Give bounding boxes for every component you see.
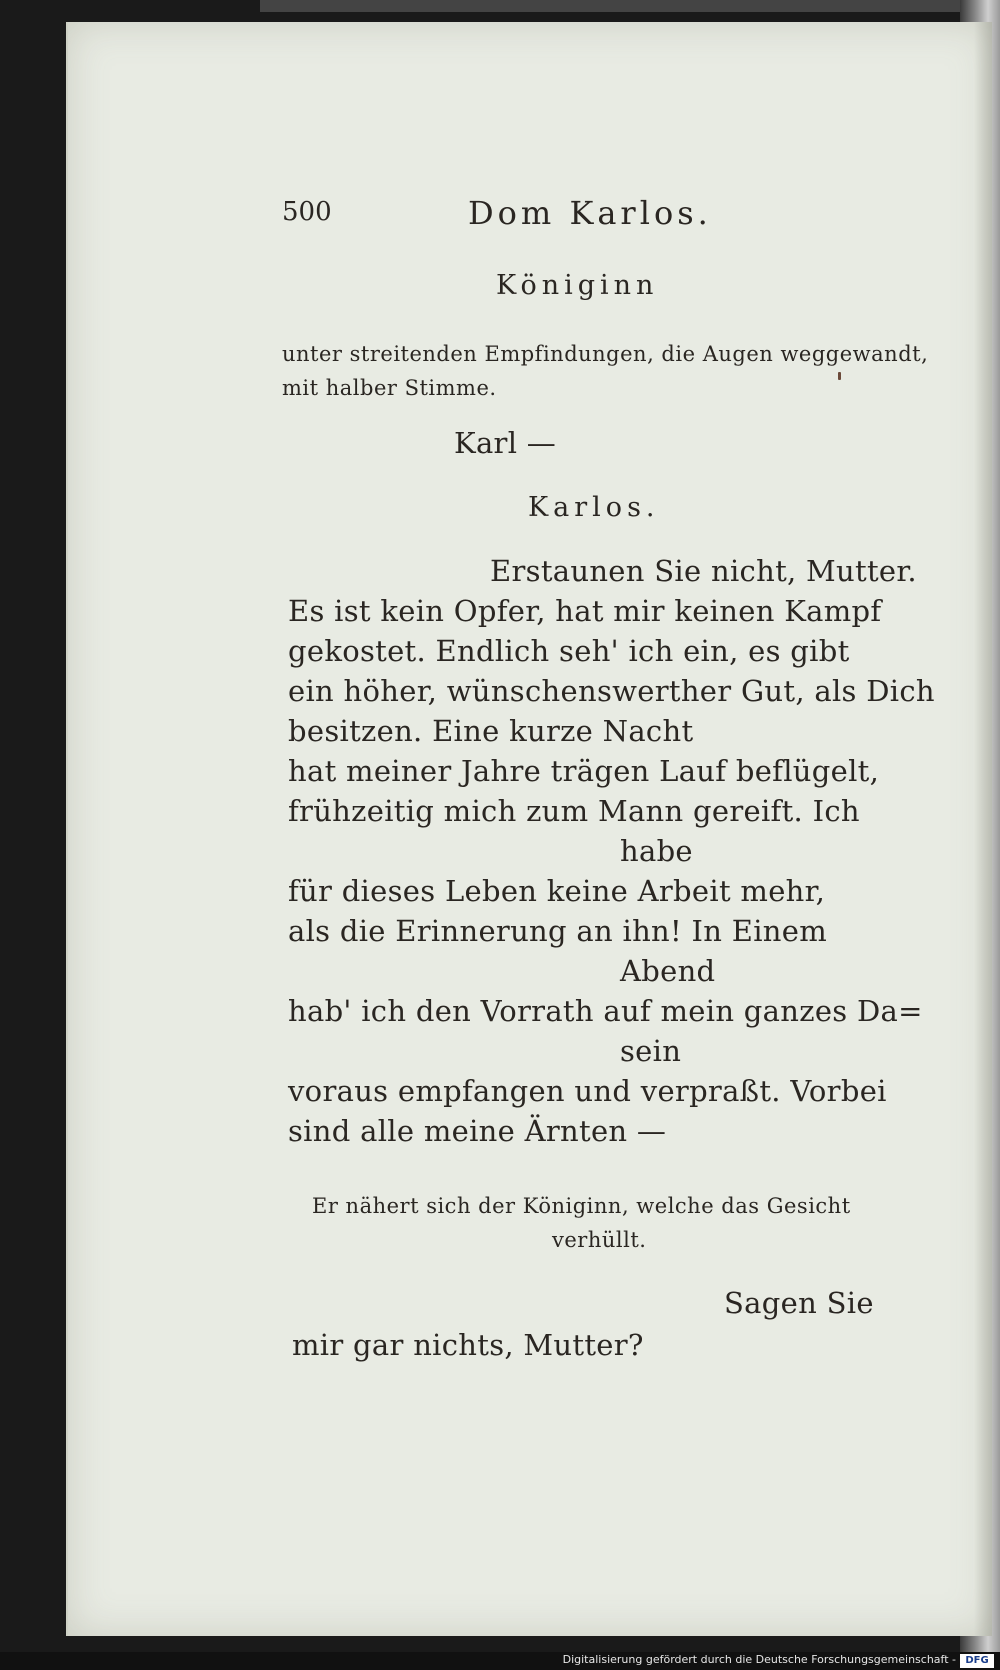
verse-line: Sagen Sie [724, 1286, 874, 1320]
stage-direction: unter streitenden Empfindungen, die Augen weggewandt, [282, 342, 929, 366]
verse-line: besitzen. Eine kurze Nacht [288, 714, 694, 748]
stage-direction: verhüllt. [552, 1228, 647, 1252]
verse-line: mir gar nichts, Mutter? [292, 1328, 644, 1362]
speech-line: Karl — [454, 426, 557, 460]
page-number: 500 [282, 197, 332, 227]
verse-turnover: habe [620, 834, 693, 868]
verse-line: frühzeitig mich zum Mann gereift. Ich [288, 794, 860, 828]
scan-top-strip [260, 0, 1000, 12]
verse-line: Erstaunen Sie nicht, Mutter. [490, 554, 917, 588]
verse-line: als die Erinnerung an ihn! In Einem [288, 914, 828, 948]
stage-direction: Er nähert sich der Königinn, welche das Gesicht [312, 1194, 851, 1218]
verse-line: ein höher, wünschenswerther Gut, als Dich [288, 674, 935, 708]
page-edge-shade [974, 22, 992, 1636]
speaker-name: Königinn [496, 270, 659, 301]
verse-turnover: sein [620, 1034, 682, 1068]
paper-speck [838, 372, 841, 380]
verse-line: sind alle meine Ärnten — [288, 1114, 667, 1148]
verse-turnover: Abend [620, 954, 716, 988]
speaker-name: Karlos. [528, 492, 660, 523]
verse-line: hat meiner Jahre trägen Lauf beflügelt, [288, 754, 880, 788]
footer-credit: Digitalisierung gefördert durch die Deutsche Forschungsgemeinschaft - [562, 1653, 956, 1666]
verse-line: für dieses Leben keine Arbeit mehr, [288, 874, 826, 908]
stage-direction: mit halber Stimme. [282, 376, 497, 400]
verse-line: Es ist kein Opfer, hat mir keinen Kampf [288, 594, 882, 628]
book-page [66, 22, 992, 1636]
dfg-logo-badge: DFG [960, 1654, 994, 1668]
running-title: Dom Karlos. [468, 194, 712, 232]
verse-line: voraus empfangen und verpraßt. Vorbei [288, 1074, 887, 1108]
verse-line: hab' ich den Vorrath auf mein ganzes Da= [288, 994, 923, 1028]
verse-line: gekostet. Endlich seh' ich ein, es gibt [288, 634, 850, 668]
